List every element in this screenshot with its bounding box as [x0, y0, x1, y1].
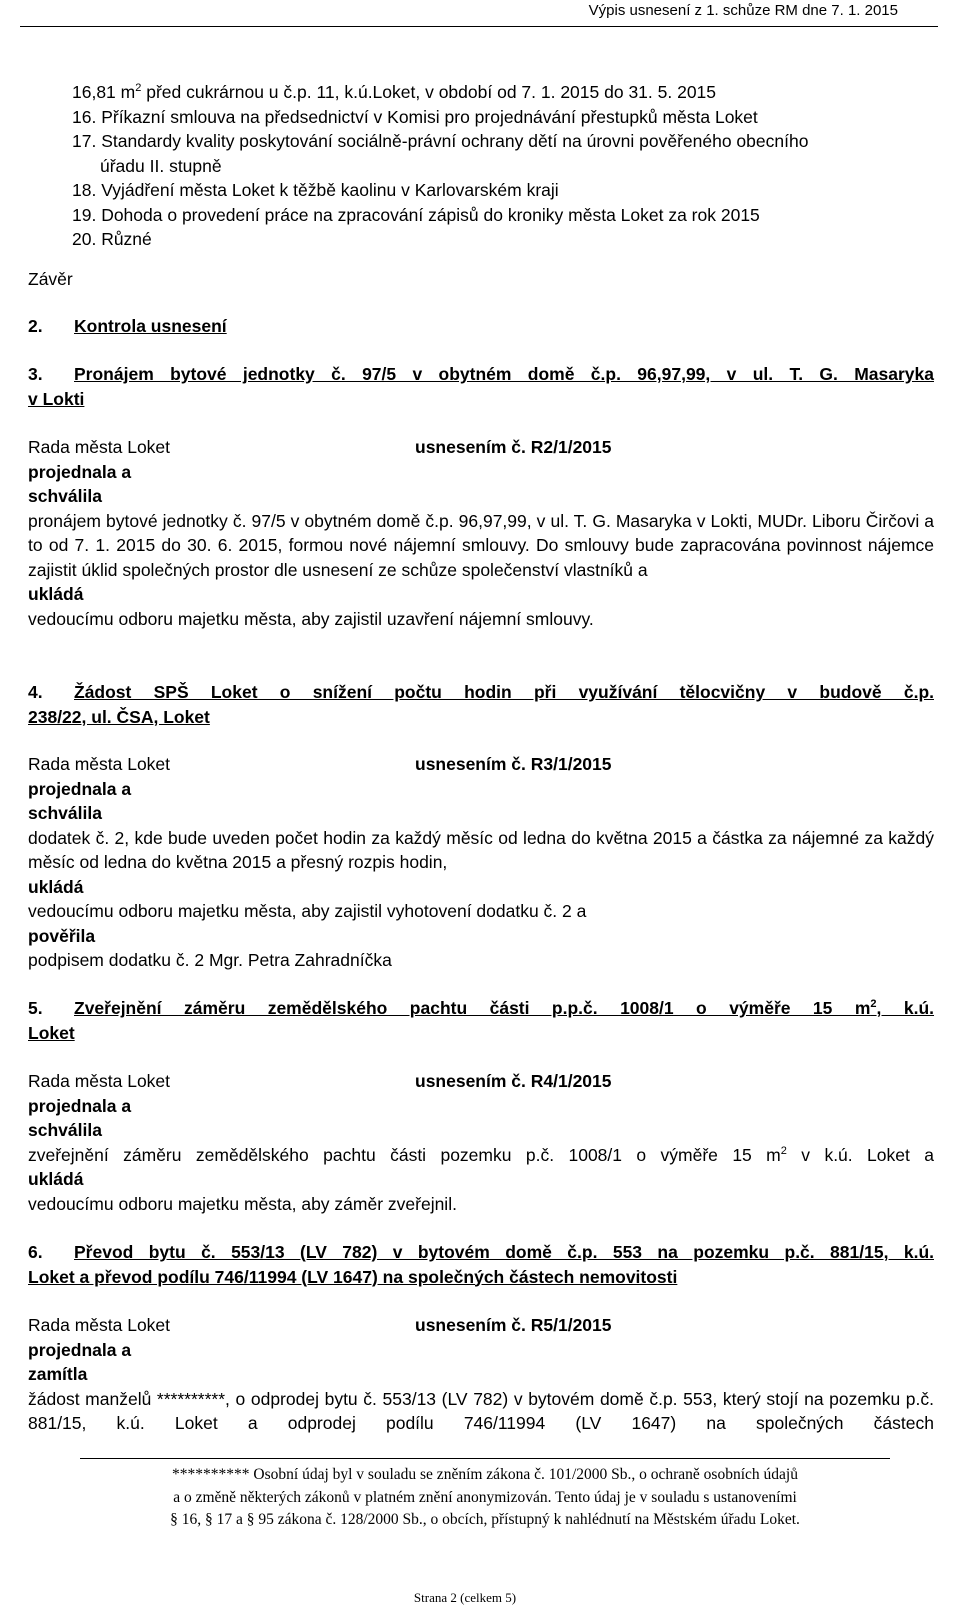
agenda-item-15-cont: 16,81 $m^2$ před cukrárnou u č.p. 11, k.ú.Loket, v období od 7. 1. 2015 do 31. 5. 2015 [72, 82, 717, 102]
agenda-item-16: 16. Příkazní smlouva na předsednictví v Komisi pro projednávání přestupků města Loket [72, 106, 758, 127]
resolution-line: Rada města Loket usnesením č. R5/1/2015 [28, 1313, 934, 1338]
resolution-text: žádost manželů **********, o odprodej bytu č. 553/13 (LV 782) v bytovém domě č.p. 553, který stojí na pozemku p.č. 881/15, k.ú. Loket a odprodej podílu 746/11994 (LV 1647) na společných částech [28, 1388, 934, 1433]
resolution-text: pronájem bytové jednotky č. 97/5 v obytném domě č.p. 96,97,99, v ul. T. G. Masaryka v Lokti, MUDr. Liboru Čirčovi a to od 7. 1. 2015 do 30. 6. 2015, formou nové nájemní smlouvy. Do smlouvy bude zapracována povinnost nájemce zajistit úklid společných prostor dle usnesení ze schůze společenství vlastníků a [28, 510, 934, 580]
resolution-number: usnesením č. R3/1/2015 [415, 754, 612, 774]
section-4-heading: 4. Žádost SPŠ Loket o snížení počtu hodin při využívání tělocvičny v budově č.p. 238/22, ul. ČSA, Loket [28, 682, 934, 727]
conclusion-label: Závěr [28, 269, 73, 289]
resolution-line: Rada města Loket usnesením č. R4/1/2015 [28, 1069, 934, 1094]
resolution-number: usnesením č. R2/1/2015 [415, 437, 612, 457]
resolution-line: Rada města Loket usnesením č. R3/1/2015 [28, 752, 934, 777]
section-3-heading: 3. Pronájem bytové jednotky č. 97/5 v obytném domě č.p. 96,97,99, v ul. T. G. Masaryka v Lokti [28, 364, 934, 409]
agenda-list [72, 80, 942, 252]
header-rule [20, 26, 938, 27]
resolution-line: Rada města Loket usnesením č. R2/1/2015 [28, 435, 934, 460]
resolution-text: dodatek č. 2, kde bude uveden počet hodin za každý měsíc od ledna do května 2015 a částka za nájemné za každý měsíc od ledna do května 2015 a přesný rozpis hodin, [28, 827, 934, 872]
resolution-number: usnesením č. R5/1/2015 [415, 1315, 612, 1335]
section-5-body: Rada města Loket usnesením č. R4/1/2015 projednala a schválila zveřejnění záměru zemědělského pachtu části pozemku p.č. 1008/1 o výměře 15 $m^2$ v k.ú. Loket a ukládá vedoucímu odboru majetku města, aby záměr zveřejnil. [28, 1071, 934, 1214]
agenda-item-19: 19. Dohoda o provedení práce na zpracování zápisů do kroniky města Loket za rok 2015 [72, 204, 760, 225]
section-6-body: Rada města Loket usnesením č. R5/1/2015 projednala a zamítla žádost manželů **********, o odprodej bytu č. 553/13 (LV 782) v bytovém domě č.p. 553, který stojí na pozemku p.č. 881/15, k.ú. Loket a odprodej podílu 746/11994 (LV 1647) na společných částech [28, 1313, 934, 1436]
page-number: Strana 2 (celkem 5) [413, 1590, 517, 1605]
footnote-rule [80, 1458, 890, 1459]
resolution-text: zveřejnění záměru zemědělského pachtu části pozemku p.č. 1008/1 o výměře 15 $m^2$ v k.ú. Loket a [28, 1144, 934, 1165]
section-5-heading: 5. Zveřejnění záměru zemědělského pachtu části p.p.č. 1008/1 o výměře 15 $m^2$, k.ú. Loket [28, 998, 935, 1043]
footnote: ********** Osobní údaj byl v souladu se zněním zákona č. 101/2000 Sb., o ochraně osobních údajů a o změně některých zákonů v platném znění anonymizován. Tento údaj je v souladu s ustanoveními § 16, § 17 a § 95 zákona č. 128/2000 Sb., o obcích, přístupný k nahlédnutí na Městském úřadu Loket. [170, 1466, 800, 1528]
agenda-item-18: 18. Vyjádření města Loket k těžbě kaolinu v Karlovarském kraji [72, 180, 559, 200]
section-4-body: Rada města Loket usnesením č. R3/1/2015 projednala a schválila dodatek č. 2, kde bude uveden počet hodin za každý měsíc od ledna do května 2015 a částka za nájemné za každý měsíc od ledna do května 2015 a přesný rozpis hodin, ukládá vedoucímu odboru majetku města, aby zajistil vyhotovení dodatku č. 2 a pověřila podpisem dodatku č. 2 Mgr. Petra Zahradníčka [28, 754, 934, 970]
superscript: 2 [135, 82, 142, 95]
section-2-heading: 2. Kontrola usnesení [28, 316, 227, 336]
section-6-heading: 6. Převod bytu č. 553/13 (LV 782) v bytovém domě č.p. 553 na pozemku p.č. 881/15, k.ú. Loket a převod podílu 746/11994 (LV 1647) na společných částech nemovitosti [28, 1242, 934, 1287]
resolution-number: usnesením č. R4/1/2015 [415, 1071, 612, 1091]
running-header: Výpis usnesení z 1. schůze RM dne 7. 1. 2015 [588, 2, 898, 19]
agenda-item-17: 17. Standardy kvality poskytování sociálně-právní ochrany dětí na úrovni pověřeného obecního [72, 131, 809, 151]
agenda-item-20: 20. Různé [72, 229, 152, 249]
agenda-item-17-cont: úřadu II. stupně [100, 155, 222, 176]
section-3-body: Rada města Loket usnesením č. R2/1/2015 projednala a schválila pronájem bytové jednotky č. 97/5 v obytném domě č.p. 96,97,99, v ul. T. G. Masaryka v Lokti, MUDr. Liboru Čirčovi a to od 7. 1. 2015 do 30. 6. 2015, formou nové nájemní smlouvy. Do smlouvy bude zapracována povinnost nájemce zajistit úklid společných prostor dle usnesení ze schůze společenství vlastníků a ukládá vedoucímu odboru majetku města, aby zajistil uzavření nájemní smlouvy. [28, 437, 934, 629]
